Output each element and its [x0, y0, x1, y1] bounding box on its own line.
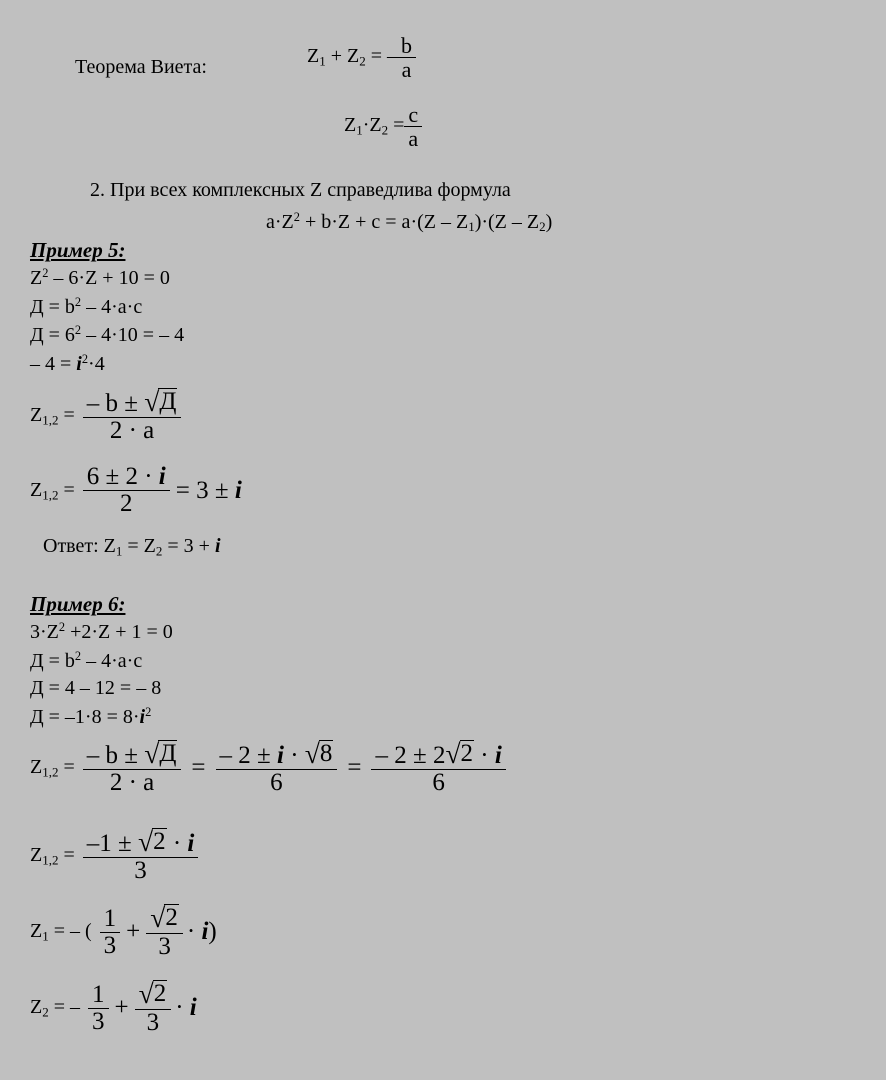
ex6-eq-a: 3·Z: [30, 620, 59, 643]
ex6-z2-f2-rad: 2: [153, 980, 167, 1008]
ex6-f1-num: [83, 740, 182, 770]
ex5-ans-sub1: 1: [115, 543, 123, 559]
ex6-z1-f1-num: 1: [100, 906, 121, 933]
item2-formula: [266, 210, 552, 235]
ex6-fraction-3: [371, 740, 505, 797]
ex6-f2-num-a: – 2 ±: [219, 742, 277, 769]
vieta-prod-num: c: [404, 103, 422, 127]
example6-roots-simplified: [30, 828, 198, 885]
ex6-z1-f1-den: 3: [103, 931, 117, 959]
ex5-f1-den: 2 · a: [109, 417, 155, 445]
example6-discriminant-i: [30, 705, 151, 729]
example5-i-squared: [30, 352, 105, 376]
ex6-d1-b: – 4·a·c: [81, 649, 143, 672]
ex6-z1-sub: 1: [42, 928, 49, 944]
ex5-f2-rhs-i: i: [234, 476, 242, 504]
ex6-eq-sup: 2: [58, 620, 66, 634]
ex6-z2-i: i: [189, 994, 197, 1022]
ex5-eq-b: – 6·Z + 10 = 0: [48, 266, 170, 289]
ex5-f1-num: [83, 388, 182, 418]
example6-root-z2: [30, 980, 197, 1037]
ex6-z1-fraction-2: [146, 904, 183, 961]
ex5-z12b-z: Z: [30, 478, 43, 501]
ex5-ans-i: i: [214, 535, 221, 557]
ex6-z1-label: [30, 920, 92, 944]
example6-discriminant-value: Д = 4 – 12 = – 8: [30, 677, 162, 699]
example5-discriminant-formula: [30, 295, 142, 319]
ex5-z12-label: [30, 404, 75, 428]
ex6-f1-sqrt: [144, 740, 177, 768]
example6-root-z1: [30, 904, 217, 961]
ex5-f2-den: 2: [120, 490, 133, 518]
sqrt-icon: √: [138, 978, 154, 1009]
ex6-z2-f1-num: 1: [88, 982, 109, 1009]
ex6-f2-rad: 8: [319, 740, 333, 768]
ex6-z2-f2-den: 3: [146, 1009, 160, 1037]
item2-formula-d: ): [545, 210, 553, 233]
ex5-ans-b: = Z: [122, 535, 156, 557]
ex6-f4-rad: 2: [153, 828, 166, 856]
ex6-z2-f2-sqrt: [139, 980, 168, 1008]
example5-discriminant-value: [30, 323, 184, 347]
vieta-prod-sub2: 2: [381, 122, 389, 138]
ex6-z2-plus: +: [114, 994, 129, 1022]
ex5-d2-sup: 2: [74, 323, 82, 337]
vieta-sum-fraction: [397, 34, 416, 81]
sqrt-icon: √: [150, 902, 166, 933]
ex6-f3-num-i: i: [494, 742, 502, 769]
ex6-z2-f2-num: [135, 980, 172, 1010]
ex6-d3-a: Д = –1·8 = 8·: [30, 705, 140, 728]
ex5-i-sup: 2: [81, 352, 89, 366]
ex5-eq-a: Z: [30, 266, 43, 289]
vieta-prod-z: Z: [344, 114, 357, 137]
ex6-z1-mul: ·: [186, 918, 202, 946]
ex5-f1-rad: Д: [159, 388, 177, 416]
ex6-f3-sqrt: [445, 740, 474, 768]
example5-answer: [43, 535, 221, 559]
ex5-f2-num: [83, 464, 170, 491]
ex6-z1-tail: [187, 918, 217, 946]
vieta-sum-plus: + Z: [325, 45, 360, 68]
ex6-z1-eq: = – (: [48, 920, 92, 943]
vieta-sum-formula: [307, 34, 416, 81]
ex6-z1-f2-rad: 2: [165, 904, 178, 932]
ex6-z1-plus: +: [126, 918, 141, 946]
ex6-z12b-sub: 1,2: [42, 852, 59, 868]
ex6-z12-sub: 1,2: [42, 764, 59, 780]
vieta-sum-z: Z: [307, 45, 320, 68]
ex6-z12-eq: =: [58, 756, 75, 779]
item2-formula-sup: 2: [293, 210, 300, 224]
ex6-d3-i: i: [139, 705, 146, 728]
ex6-f3-den: 6: [432, 769, 445, 797]
ex5-f1-sqrt: [144, 388, 177, 416]
ex6-z2-eq: = –: [48, 996, 80, 1019]
item2-formula-b: + b·Z + c = a·(Z – Z: [299, 210, 469, 233]
ex5-fraction-2: [83, 464, 170, 518]
ex6-f3-num-a: – 2 ± 2: [375, 742, 446, 769]
ex6-z1-fraction-1: [100, 906, 121, 960]
ex5-f1-num-a: – b ±: [86, 390, 145, 417]
ex5-i-b: ·4: [88, 352, 105, 375]
ex6-fraction-4: [83, 828, 199, 885]
vieta-prod-den: a: [408, 126, 419, 152]
ex5-f2-num-i: i: [158, 463, 166, 490]
ex6-f4-num: [83, 828, 199, 858]
example5-title: Пример 5:: [30, 238, 126, 262]
vieta-title: Теорема Виета:: [75, 56, 207, 78]
ex6-z1-f2-num: [146, 904, 183, 934]
ex6-eq-sign-1: =: [191, 754, 206, 782]
ex6-f2-num: [216, 740, 338, 770]
ex6-z2-z: Z: [30, 996, 43, 1019]
ex6-f4-num-a: –1 ±: [86, 830, 138, 857]
ex5-d2-a: Д = 6: [30, 323, 75, 346]
ex5-f2-rhs-a: = 3 ±: [175, 476, 235, 504]
ex6-f2-den: 6: [270, 769, 283, 797]
ex6-f1-rad: Д: [159, 740, 177, 768]
ex6-z1-f2-sqrt: [150, 904, 179, 932]
ex6-z2-mul: ·: [175, 994, 190, 1022]
ex5-f2-num-a: 6 ± 2 ·: [86, 463, 159, 490]
sqrt-icon: √: [304, 738, 320, 769]
ex6-eq-sign-2: =: [347, 754, 362, 782]
item2-formula-c: )·(Z – Z: [474, 210, 540, 233]
ex6-z1-z: Z: [30, 920, 43, 943]
item2-text: 2. При всех комплексных Z справедлива формула: [90, 179, 511, 201]
ex5-fraction-1: [83, 388, 182, 445]
ex6-f4-num-b: ·: [166, 830, 188, 857]
vieta-prod-fraction: [404, 103, 422, 150]
ex6-f4-sqrt: [138, 828, 167, 856]
ex5-z12-eq: =: [58, 404, 75, 427]
sqrt-icon: √: [144, 386, 160, 417]
ex6-f2-num-i: i: [276, 742, 284, 769]
ex5-ans-sub2: 2: [155, 543, 163, 559]
vieta-sum-eq: = –: [365, 45, 397, 68]
ex6-z12b-label: [30, 844, 75, 868]
ex6-d3-sup: 2: [145, 705, 152, 719]
example5-roots-value: [30, 464, 242, 518]
ex6-f4-den: 3: [134, 857, 147, 885]
ex6-z2-sub: 2: [42, 1004, 49, 1020]
ex6-d1-sup: 2: [74, 649, 82, 663]
ex5-ans-a: Ответ: Z: [43, 535, 116, 557]
ex6-f2-sqrt: [305, 740, 334, 768]
ex6-f2-num-b: ·: [283, 742, 305, 769]
vieta-prod-dot: ·Z: [362, 114, 382, 137]
ex6-z12b-eq: =: [58, 844, 75, 867]
ex6-z2-fraction-2: [135, 980, 172, 1037]
ex6-z2-fraction-1: [88, 982, 109, 1036]
vieta-sum-num: b: [397, 34, 416, 58]
ex6-z1-f2-den: 3: [158, 933, 171, 961]
item2-formula-sub2: 2: [539, 219, 546, 235]
example6-discriminant-formula: [30, 649, 142, 673]
ex6-f3-num-b: ·: [474, 742, 495, 769]
ex5-i-a: – 4 =: [30, 352, 77, 375]
ex6-f3-rad: 2: [460, 740, 474, 768]
ex6-f3-num: [371, 740, 505, 770]
ex6-eq-b: +2·Z + 1 = 0: [65, 620, 173, 643]
example6-equation: [30, 620, 173, 644]
ex6-z2-label: [30, 996, 80, 1020]
ex6-f1-den: 2 · a: [109, 769, 155, 797]
ex5-d1-sup: 2: [74, 295, 82, 309]
ex6-fraction-2: [216, 740, 338, 797]
sqrt-icon: √: [445, 738, 461, 769]
ex6-f4-num-i: i: [187, 830, 195, 857]
ex6-z2-tail: [175, 994, 197, 1022]
vieta-prod-sub1: 1: [356, 122, 363, 138]
ex5-eq-sup: 2: [42, 266, 49, 280]
sqrt-icon: √: [137, 826, 154, 857]
ex5-i-i: i: [76, 352, 82, 375]
example6-roots-formula: [30, 740, 506, 797]
item2-formula-sub1: 1: [468, 219, 475, 235]
ex6-z12-label: [30, 756, 75, 780]
ex6-z12-z: Z: [30, 756, 43, 779]
ex5-z12b-sub: 1,2: [42, 486, 59, 502]
ex5-f2-rhs: [176, 477, 242, 505]
ex6-z12b-z: Z: [30, 844, 43, 867]
ex6-z1-i: i: [201, 918, 209, 946]
ex5-d1-b: – 4·a·c: [81, 295, 143, 318]
vieta-sum-den: a: [401, 57, 412, 83]
example5-equation: [30, 266, 170, 290]
vieta-prod-eq: =: [388, 114, 405, 137]
ex5-d2-b: – 4·10 = – 4: [81, 323, 185, 346]
ex6-f1-num-a: – b ±: [86, 742, 145, 769]
vieta-sum-sub2: 2: [359, 53, 366, 69]
ex6-fraction-1: [83, 740, 182, 797]
ex6-d1-a: Д = b: [30, 649, 75, 672]
ex6-z2-f1-den: 3: [92, 1007, 105, 1035]
vieta-sum-sub1: 1: [319, 53, 326, 69]
sqrt-icon: √: [144, 738, 160, 769]
ex5-z12-sub: 1,2: [42, 412, 59, 428]
example5-roots-formula: [30, 388, 181, 445]
ex5-z12b-eq: =: [58, 478, 75, 501]
item2-formula-a: a·Z: [266, 210, 294, 233]
ex5-z12b-label: [30, 479, 75, 503]
ex5-z12-z: Z: [30, 404, 43, 427]
ex5-ans-c: = 3 +: [162, 535, 215, 557]
ex6-z1-close: ): [208, 918, 217, 946]
example6-title: Пример 6:: [30, 592, 126, 616]
ex5-d1-a: Д = b: [30, 295, 75, 318]
vieta-product-formula: [344, 103, 422, 150]
